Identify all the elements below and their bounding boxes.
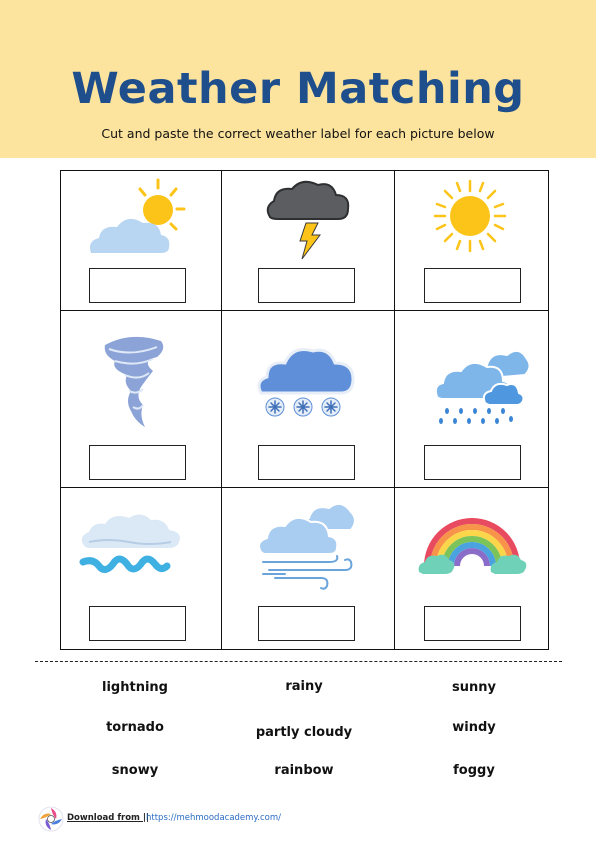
label-windy[interactable]: windy xyxy=(452,720,496,735)
label-lightning[interactable]: lightning xyxy=(102,680,168,695)
label-sunny[interactable]: sunny xyxy=(452,680,496,695)
label-partly-cloudy[interactable]: partly cloudy xyxy=(255,725,353,740)
academy-logo-icon xyxy=(38,806,64,832)
tornado-icon xyxy=(101,331,171,431)
grid-cell xyxy=(395,171,549,310)
windy-cloud-icon xyxy=(79,508,189,588)
grid-cell xyxy=(395,488,549,650)
label-rainy[interactable]: rainy xyxy=(285,679,323,694)
picture-grid xyxy=(60,170,549,650)
grid-cell xyxy=(61,171,221,310)
answer-box xyxy=(258,445,355,480)
lightning-icon xyxy=(260,173,360,263)
answer-box xyxy=(89,445,186,480)
grid-cell xyxy=(395,311,549,487)
download-link[interactable]: Download from || xyxy=(67,813,150,823)
grid-cell xyxy=(222,488,394,650)
grid-cell xyxy=(222,311,394,487)
answer-box xyxy=(424,606,521,641)
label-tornado[interactable]: tornado xyxy=(106,720,164,735)
grid-cell xyxy=(61,488,221,650)
label-rainbow[interactable]: rainbow xyxy=(274,763,334,778)
answer-box xyxy=(258,268,355,303)
label-foggy[interactable]: foggy xyxy=(453,763,495,778)
label-snowy[interactable]: snowy xyxy=(111,763,159,778)
answer-box xyxy=(424,445,521,480)
answer-box xyxy=(89,268,186,303)
rainy-icon xyxy=(433,343,533,433)
page-subtitle: Cut and paste the correct weather label for each picture below xyxy=(101,126,495,141)
snowy-icon xyxy=(253,331,363,421)
windy-icon xyxy=(255,500,365,600)
partly-cloudy-icon xyxy=(83,175,203,265)
rainbow-icon xyxy=(417,508,527,588)
answer-box xyxy=(89,606,186,641)
website-link[interactable]: https://mehmoodacademy.com/ xyxy=(146,813,281,823)
answer-box xyxy=(258,606,355,641)
sunny-icon xyxy=(425,179,515,259)
grid-cell xyxy=(61,311,221,487)
grid-cell xyxy=(222,171,394,310)
cut-line xyxy=(35,661,562,662)
page-title: Weather Matching xyxy=(71,64,525,114)
answer-box xyxy=(424,268,521,303)
